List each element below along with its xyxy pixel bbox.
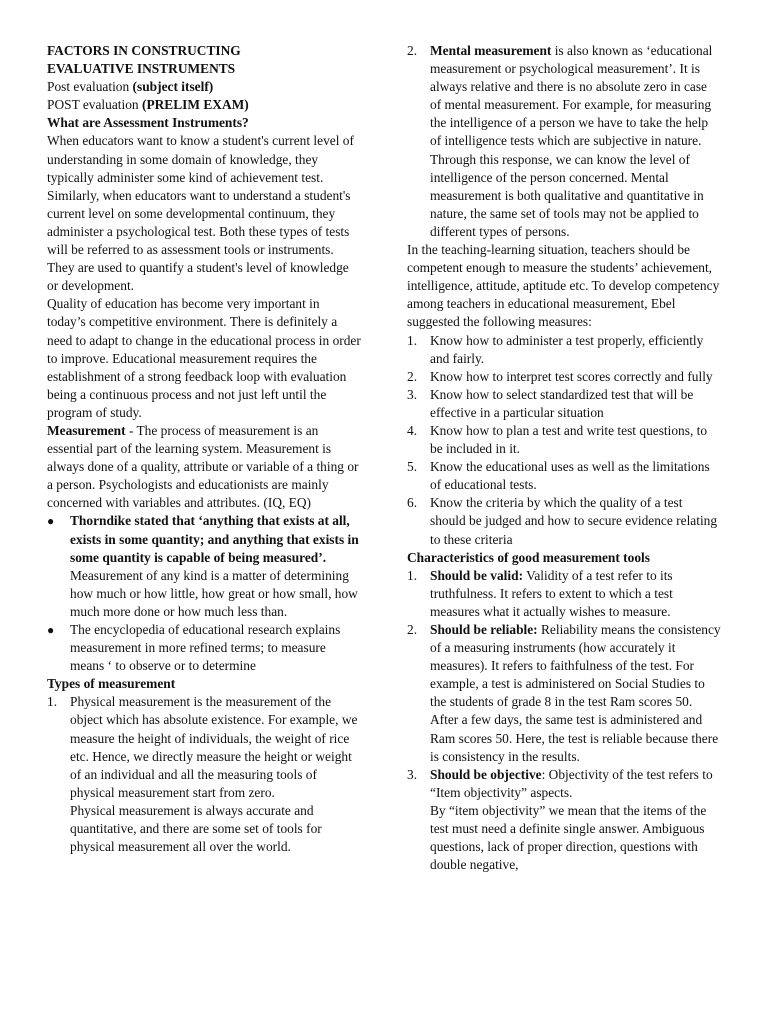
list-number: 1. <box>47 694 58 710</box>
objective-text: : Objectivity of the test refers to “Item objectivity” aspects. <box>430 766 713 800</box>
type-item-mental <box>407 42 721 241</box>
mental-measurement-text: is also known as ‘educational measurement or psychological measurement’. It is always relative and there is no absolute zero in case of mental measurement. For example, for measuring the intelligence of a person we have to take the help of intelligence tests which are subjective in nature. Through this response, we can know the level of intelligence of the person concerned. Mental measurement is both qualitative and quantitative in nature, the same set of tools may not be applied to different types of persons. <box>430 43 713 239</box>
mental-measurement-term: Mental measurement <box>430 43 552 58</box>
list-number: 1. <box>407 332 418 348</box>
title-line-1: FACTORS IN CONSTRUCTING <box>47 43 241 58</box>
paragraph-measurement <box>47 422 361 512</box>
list-number: 4. <box>407 422 418 438</box>
types-list-continued <box>407 42 721 241</box>
characteristic-reliable <box>407 621 721 766</box>
objective-term: Should be objective <box>430 766 542 782</box>
ebel-measure-text: Know how to administer a test properly, efficiently and fairly. <box>430 332 704 366</box>
types-list <box>47 693 361 856</box>
post-eval-bold: (subject itself) <box>132 79 214 95</box>
heading-characteristics: Characteristics of good measurement tools <box>407 549 650 565</box>
paragraph-quality: Quality of education has become very important in today’s competitive environment. There is definitely a need to adapt to change in the educational process in order to improve. Educational measurement requires the establishment of a strong feedback loop with evaluation being a continuous process and not just left until the program of study. <box>47 296 361 420</box>
heading-assessment-instruments: What are Assessment Instruments? <box>47 115 249 131</box>
characteristic-valid <box>407 567 721 621</box>
ebel-measure-item <box>407 494 721 548</box>
list-number: 1. <box>407 567 418 583</box>
post-evaluation-line-2 <box>47 96 361 114</box>
type-item-physical <box>47 693 361 856</box>
paragraph-achievement: When educators want to know a student's current level of understanding in some domain of knowledge, they typically administer some kind of achievement test. <box>47 133 354 185</box>
list-number: 2. <box>407 368 418 384</box>
bullet-icon: ● <box>47 514 55 529</box>
bullet-item-thorndike <box>47 512 361 621</box>
physical-measurement-text: Physical measurement is the measurement of the object which has absolute existence. For example, we measure the height of individuals, the weight of rice etc. Hence, we directly measure the height or weight of an individual and all the measuring tools of physical measurement start from zero. <box>70 694 358 800</box>
ebel-measure-item <box>407 422 721 458</box>
list-number: 2. <box>407 622 418 637</box>
ebel-measure-item <box>407 386 721 422</box>
list-number: 5. <box>407 459 418 475</box>
ebel-measure-item <box>407 458 721 494</box>
document-title <box>47 42 361 78</box>
list-number: 3. <box>407 766 418 782</box>
ebel-measure-text: Know the criteria by which the quality of a test should be judged and how to secure evidence relating to these criteria <box>430 495 718 547</box>
encyclopedia-text: The encyclopedia of educational research explains measurement in more refined terms; to measure means ‘ to observe or to determine <box>70 622 341 674</box>
ebel-measure-item <box>407 332 721 368</box>
bullet-item-encyclopedia <box>47 621 361 675</box>
characteristic-objective <box>407 766 721 875</box>
reliable-text: Reliability means the consistency of a measuring instruments (how accurately it measures). It refers to faithfulness of the test. For example, a test is administered on Social Studies to the students of grade 8 in the test Ram scores 50. After a few days, the same test is administered and Ram scores 50. Here, the test is reliable because there is consistency in the results. <box>430 622 721 764</box>
objective-text-2: By “item objectivity” we mean that the items of the test must need a definite single answer. Ambiguous questions, lack of proper direction, questions with double negative, <box>430 802 707 873</box>
characteristics-list <box>407 567 721 875</box>
valid-term: Should be valid: <box>430 567 524 583</box>
measurement-term: Measurement <box>47 422 126 438</box>
right-column <box>407 42 721 874</box>
post-eval-2-bold: (PRELIM EXAM) <box>141 97 249 113</box>
list-number: 3. <box>407 386 418 402</box>
title-line-2: EVALUATIVE INSTRUMENTS <box>47 61 236 77</box>
thorndike-explanation: Measurement of any kind is a matter of determining how much or how little, how great or how small, how much more done or how much less than. <box>70 567 358 619</box>
ebel-measures-list <box>407 332 721 549</box>
bullet-icon: ● <box>47 623 55 637</box>
post-evaluation-line <box>47 78 361 96</box>
paragraph-teaching-learning: In the teaching-learning situation, teachers should be competent enough to measure the students’ achievement, intelligence, attitude, aptitude etc. To develop competency among teachers in educational measurement, Ebel suggested the following measures: <box>407 242 720 330</box>
post-eval-2-prefix: POST evaluation <box>47 97 142 113</box>
list-number: 2. <box>407 43 418 58</box>
heading-types-of-measurement: Types of measurement <box>47 676 176 692</box>
bullet-list <box>47 512 361 675</box>
ebel-measure-text: Know how to interpret test scores correctly and fully <box>430 368 713 384</box>
ebel-measure-text: Know the educational uses as well as the limitations of educational tests. <box>430 459 710 493</box>
valid-text: Validity of a test refer to its truthfulness. It refers to extent to which a test measures what it actually wishes to measure. <box>430 567 673 619</box>
physical-measurement-text-2: Physical measurement is always accurate and quantitative, and there are some set of tools for physical measurement all over the world. <box>70 802 322 855</box>
paragraph-developmental: Similarly, when educators want to understand a student's current level on some developmental continuum, they administer a psychological test. Both these types of tests will be referred to as assessment tools or instruments. They are used to quantify a student's level of knowledge or development. <box>47 187 351 294</box>
list-number: 6. <box>407 495 418 511</box>
reliable-term: Should be reliable: <box>430 622 538 637</box>
measurement-definition: - The process of measurement is an essential part of the learning system. Measurement is always done of a quality, attribute or variable of a thing or a person. Psychologists and educationists are mainly concerned with variables and attributes. (IQ, EQ) <box>47 422 359 511</box>
ebel-measure-text: Know how to select standardized test that will be effective in a particular situation <box>430 386 694 420</box>
ebel-measure-text: Know how to plan a test and write test questions, to be included in it. <box>430 422 708 457</box>
left-column <box>47 42 361 856</box>
post-eval-prefix: Post evaluation <box>47 79 133 95</box>
thorndike-quote: Thorndike stated that ‘anything that exists at all, exists in some quantity; and anything that exists in some quantity is capable of being measured’. <box>70 513 359 565</box>
ebel-measure-item <box>407 368 721 386</box>
